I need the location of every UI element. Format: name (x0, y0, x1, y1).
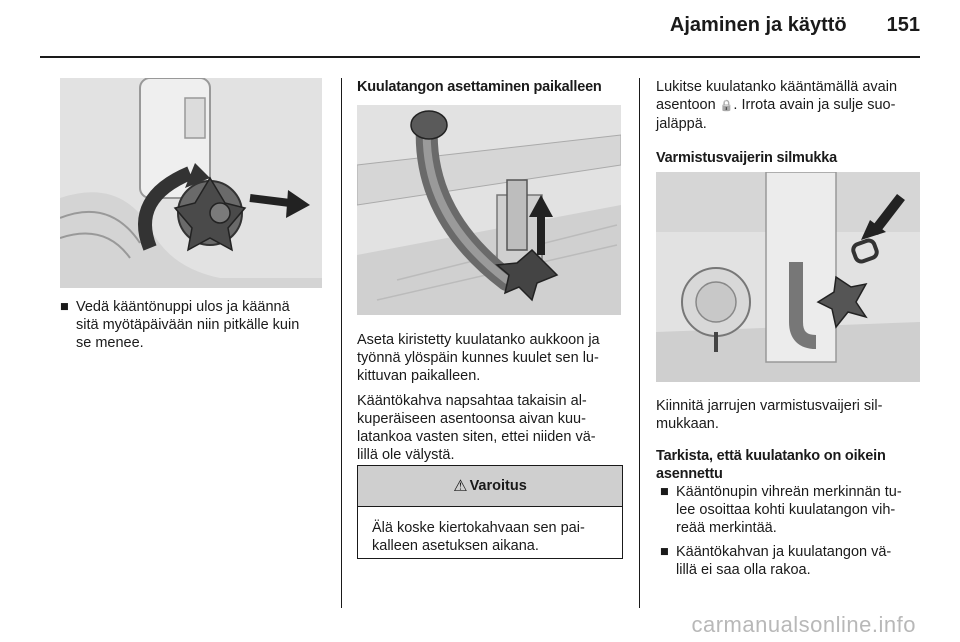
page-number: 151 (886, 14, 920, 36)
header-rule (40, 56, 920, 58)
right-column-top-text (656, 78, 936, 167)
section-heading: Kuulatangon asettaminen paikalleen (357, 79, 602, 95)
text-line: Älä koske kiertokahvaan sen pai- (372, 520, 585, 536)
bullet-line: lillä ei saa olla rakoa. (676, 562, 811, 578)
section-heading: Varmistusvaijerin silmukka (656, 150, 837, 166)
heading-line: asennettu (656, 466, 723, 482)
text-line: lillä ole välystä. (357, 447, 455, 463)
text-fragment: asentoon (656, 97, 720, 113)
warning-title-bar (358, 466, 622, 507)
paragraph (357, 392, 632, 464)
paragraph (656, 397, 936, 433)
text-line: Lukitse kuulatanko kääntämällä avain (656, 79, 898, 95)
right-column-bottom-text (656, 397, 936, 579)
figure-safety-cable-loop (656, 172, 920, 382)
section-heading (656, 447, 936, 483)
warning-icon: ⚠ (453, 478, 468, 495)
figure-rotary-knob (60, 78, 322, 288)
text-line: latankoa vasten siten, ettei niiden vä- (357, 429, 596, 445)
text-line: kuperäiseen asentoonsa aivan kuu- (357, 411, 586, 427)
warning-title: Varoitus (469, 478, 527, 494)
middle-column-heading-box (357, 78, 627, 96)
text-line: Aseta kiristetty kuulatanko aukkoon ja (357, 332, 600, 348)
text-line (656, 96, 936, 115)
warning-body (358, 507, 622, 565)
bullet-line: lee osoittaa kohti kuulatangon vih- (676, 502, 896, 518)
column-divider-1 (341, 78, 342, 608)
warning-box (357, 465, 623, 559)
page-header (670, 14, 920, 37)
bullet-icon: ■ (60, 299, 69, 315)
watermark: carmanualsonline.info (691, 612, 916, 637)
text-line: kittuvan paikalleen. (357, 368, 481, 384)
bullet-line: Kääntönupin vihreän merkinnän tu- (676, 484, 902, 500)
list-item (660, 483, 936, 537)
column-divider-2 (639, 78, 640, 608)
page-title: Ajaminen ja käyttö (669, 14, 847, 36)
bullet-icon: ■ (660, 484, 669, 500)
bullet-line: sitä myötäpäivään niin pitkälle kuin (76, 317, 300, 333)
text-line: jaläppä. (656, 116, 707, 132)
bullet-icon: ■ (660, 544, 669, 560)
middle-column-text (357, 331, 632, 464)
list-item (60, 298, 330, 352)
text-line: Kiinnitä jarrujen varmistusvaijeri sil- (656, 398, 883, 414)
lock-icon: 🔒 (719, 100, 734, 112)
left-column-text (60, 298, 330, 352)
paragraph (357, 331, 632, 385)
text-line: mukkaan. (656, 416, 719, 432)
bullet-line: se menee. (76, 335, 144, 351)
list-item (660, 543, 936, 579)
bullet-line: Kääntökahvan ja kuulatangon vä- (676, 544, 892, 560)
bullet-line: Vedä kääntönuppi ulos ja käännä (76, 299, 290, 315)
text-line: työnnä ylöspäin kunnes kuulet sen lu- (357, 350, 599, 366)
figure-ball-bar-insertion (357, 105, 621, 315)
text-line: kalleen asetuksen aikana. (372, 538, 539, 554)
text-fragment: . Irrota avain ja sulje suo- (733, 97, 896, 113)
text-line: Kääntökahva napsahtaa takaisin al- (357, 393, 587, 409)
heading-line: Tarkista, että kuulatanko on oikein (656, 448, 886, 464)
bullet-line: reää merkintää. (676, 520, 777, 536)
paragraph (656, 78, 936, 133)
